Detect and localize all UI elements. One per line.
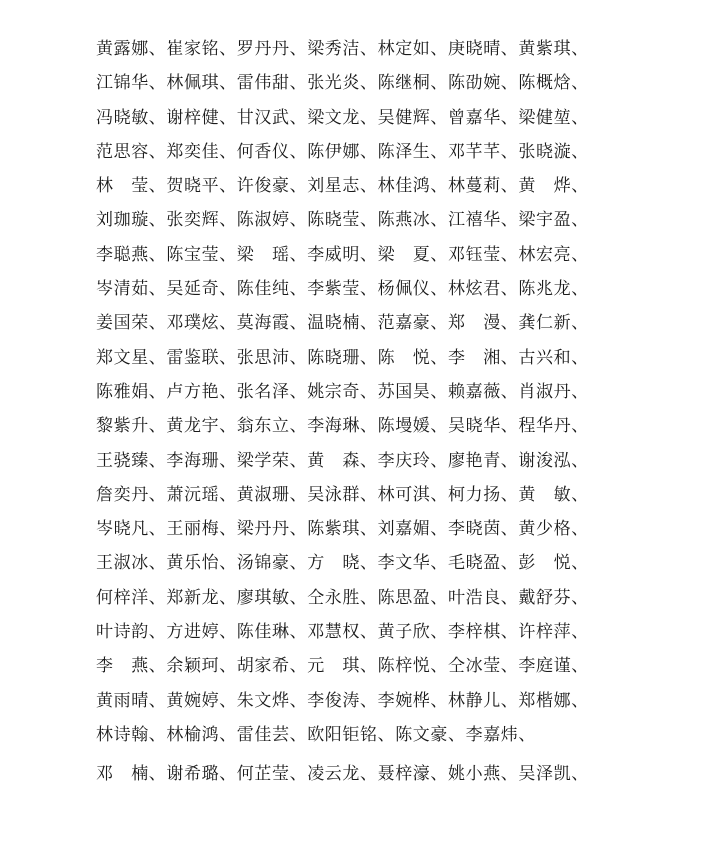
name-row: 詹奕丹、萧沅瑶、黄淑珊、吴泳群、林可淇、柯力扬、黄 敏、: [96, 484, 589, 505]
name-row: 陈雅娟、卢方艳、张名泽、姚宗奇、苏国昊、赖嘉薇、肖淑丹、: [96, 381, 589, 402]
name-row: 李聪燕、陈宝莹、梁 瑶、李威明、梁 夏、邓钰莹、林宏亮、: [96, 244, 589, 265]
name-list: [96, 32, 656, 792]
name-row: 范思容、郑奕佳、何香仪、陈伊娜、陈泽生、邓芊芊、张晓漩、: [96, 141, 589, 162]
name-row: 岑清茹、吴延奇、陈佳纯、李紫莹、杨佩仪、林炫君、陈兆龙、: [96, 279, 589, 300]
name-row: 林诗翰、林榆鸿、雷佳芸、欧阳钜铭、陈文豪、李嘉炜、: [96, 724, 536, 745]
name-row: 岑晓凡、王丽梅、梁丹丹、陈紫琪、刘嘉媚、李晓茵、黄少格、: [96, 519, 589, 540]
name-row: 何梓洋、郑新龙、廖琪敏、仝永胜、陈思盈、叶浩良、戴舒芬、: [96, 587, 589, 608]
name-row: 江锦华、林佩琪、雷伟甜、张光炎、陈继桐、陈劭婉、陈概焓、: [96, 73, 589, 94]
name-row: 郑文星、雷鉴联、张思沛、陈晓珊、陈 悦、李 湘、古兴和、: [96, 347, 589, 368]
name-row: 黄露娜、崔家铭、罗丹丹、梁秀洁、林定如、庚晓晴、黄紫琪、: [96, 39, 589, 59]
name-row: 王骁臻、李海珊、梁学荣、黄 森、李庆玲、廖艳青、谢浚泓、: [96, 450, 589, 471]
name-row: 黄雨晴、黄婉婷、朱文烨、李俊涛、李婉桦、林静儿、郑楷娜、: [96, 690, 589, 711]
name-row: 叶诗韵、方进婷、陈佳琳、邓慧权、黄子欣、李梓棋、许梓萍、: [96, 622, 589, 643]
name-row: 邓 楠、谢希璐、何芷莹、凌云龙、聂梓濠、姚小燕、吴泽凯、: [96, 764, 589, 785]
name-row: 李 燕、余颖珂、胡家希、元 琪、陈梓悦、仝冰莹、李庭谨、: [96, 656, 589, 677]
name-row: 林 莹、贺晓平、许俊豪、刘星志、林佳鸿、林蔓莉、黄 烨、: [96, 176, 589, 197]
name-row: 刘珈璇、张奕辉、陈淑婷、陈晓莹、陈燕冰、江禧华、梁宇盈、: [96, 210, 589, 231]
name-row: 冯晓敏、谢梓健、甘汉武、梁文龙、吴健辉、曾嘉华、梁健堃、: [96, 107, 589, 128]
name-row: 王淑冰、黄乐怡、汤锦豪、方 晓、李文华、毛晓盈、彭 悦、: [96, 553, 589, 574]
name-row: 姜国荣、邓璞炫、莫海霞、温晓楠、范嘉豪、郑 漫、龚仁新、: [96, 313, 589, 334]
name-row: 黎紫升、黄龙宇、翁东立、李海琳、陈墁媛、吴晓华、程华丹、: [96, 416, 589, 437]
